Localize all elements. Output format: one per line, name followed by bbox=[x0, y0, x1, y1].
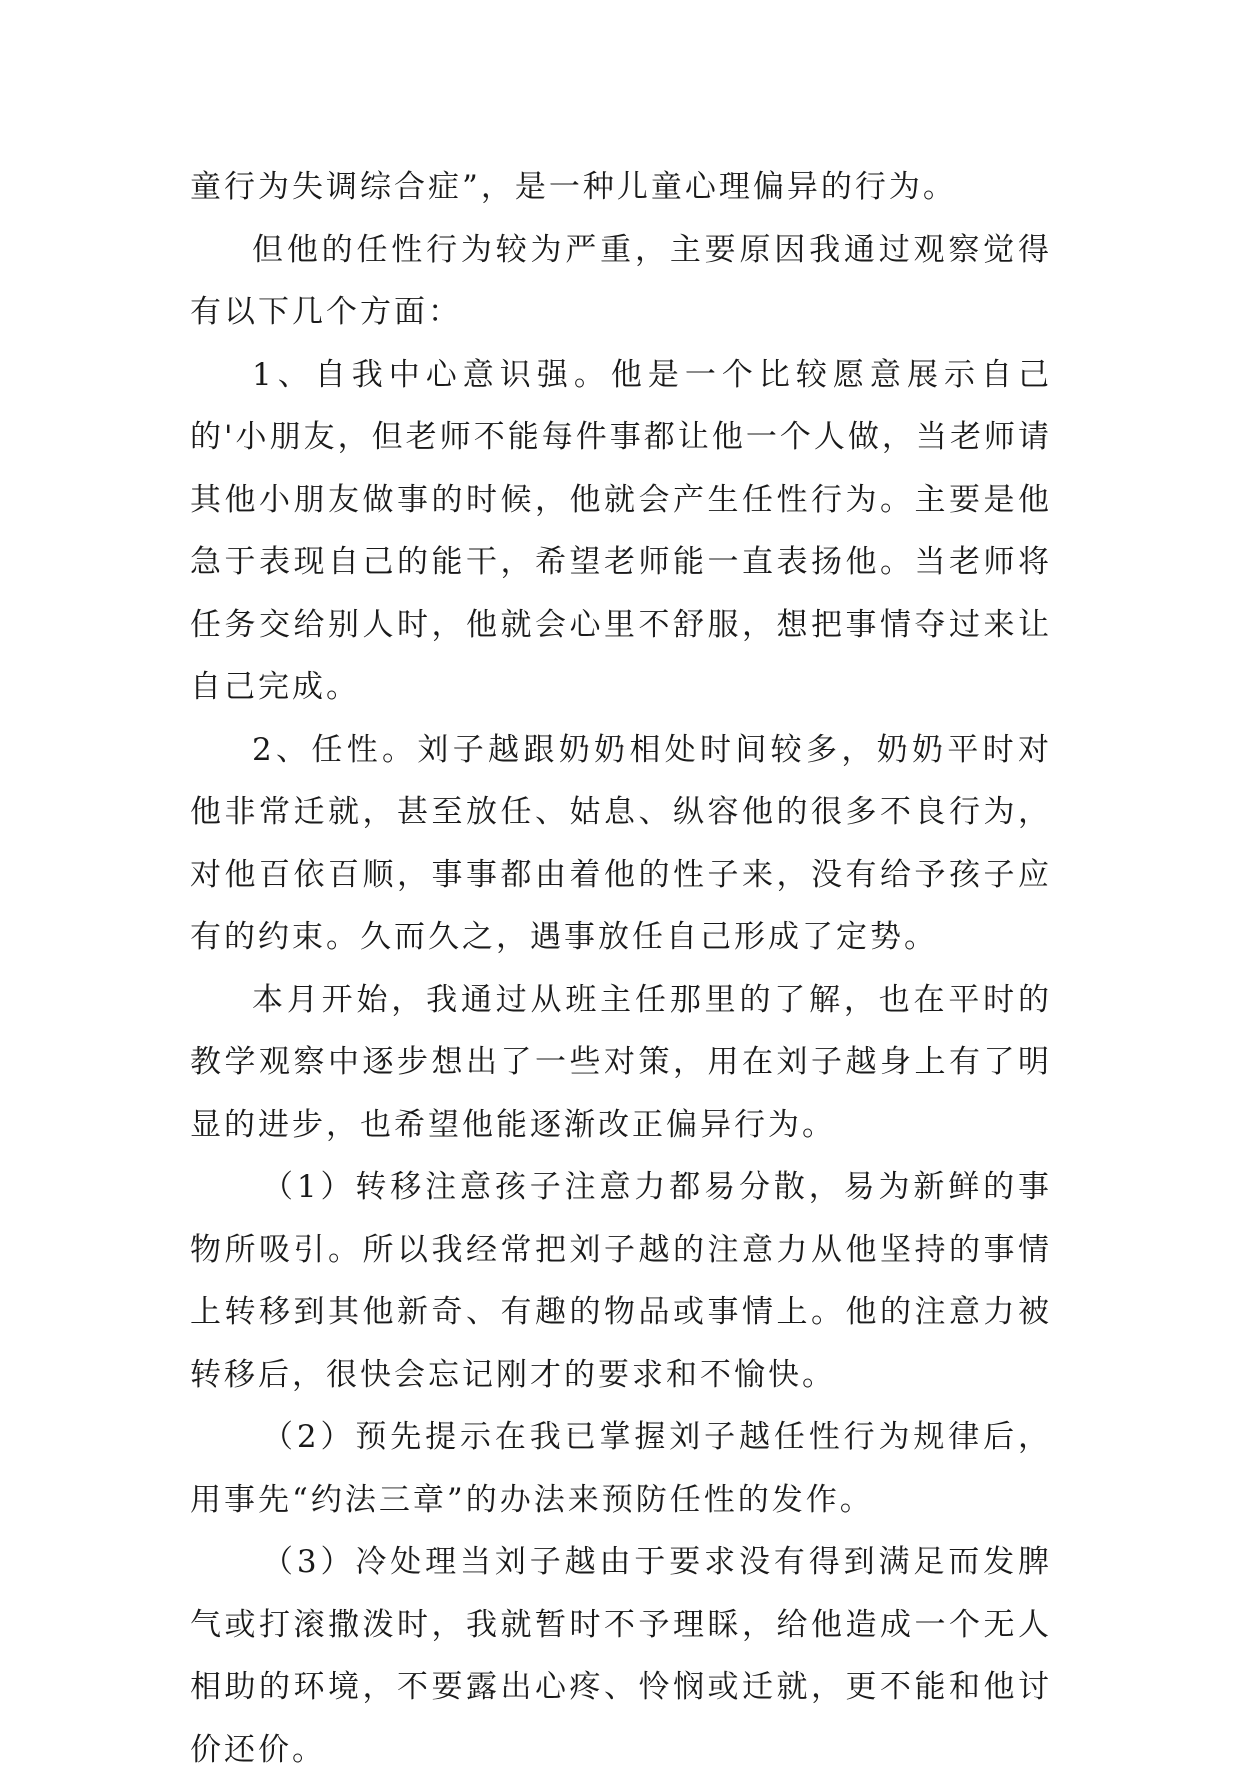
paragraph-reasons-intro: 但他的任性行为较为严重，主要原因我通过观察觉得有以下几个方面： bbox=[190, 231, 1052, 330]
paragraph-reason-2: 2、任性。刘子越跟奶奶相处时间较多，奶奶平时对他非常迁就，甚至放任、姑息、纵容他的很多不良行为，对他百依百顺，事事都由着他的性子来，没有给予孩子应有的约束。久而久之，遇事放任自己形成了定势。 bbox=[190, 731, 1052, 955]
paragraph-reason-1: 1、自我中心意识强。他是一个比较愿意展示自己的'小朋友，但老师不能每件事都让他一个人做，当老师请其他小朋友做事的时候，他就会产生任性行为。主要是他急于表现自己的能干，希望老师能一直表扬他。当老师将任务交给别人时，他就会心里不舒服，想把事情夺过来让自己完成。 bbox=[190, 356, 1052, 705]
document-body bbox=[190, 156, 1052, 1781]
paragraph-measure-3: （3）冷处理当刘子越由于要求没有得到满足而发脾气或打滚撒泼时，我就暂时不予理睬，给他造成一个无人相助的环境，不要露出心疼、怜悯或迁就，更不能和他讨价还价。 bbox=[190, 1544, 1052, 1768]
paragraph-measures-intro: 本月开始，我通过从班主任那里的了解，也在平时的教学观察中逐步想出了一些对策，用在刘子越身上有了明显的进步，也希望他能逐渐改正偏异行为。 bbox=[190, 981, 1052, 1143]
paragraph-continuation: 童行为失调综合症”，是一种儿童心理偏异的行为。 bbox=[190, 169, 957, 205]
paragraph-measure-1: （1）转移注意孩子注意力都易分散，易为新鲜的事物所吸引。所以我经常把刘子越的注意力从他坚持的事情上转移到其他新奇、有趣的物品或事情上。他的注意力被转移后，很快会忘记刚才的要求和不愉快。 bbox=[190, 1169, 1052, 1393]
paragraph-measure-2: （2）预先提示在我已掌握刘子越任性行为规律后，用事先“约法三章”的办法来预防任性的发作。 bbox=[190, 1419, 1052, 1518]
